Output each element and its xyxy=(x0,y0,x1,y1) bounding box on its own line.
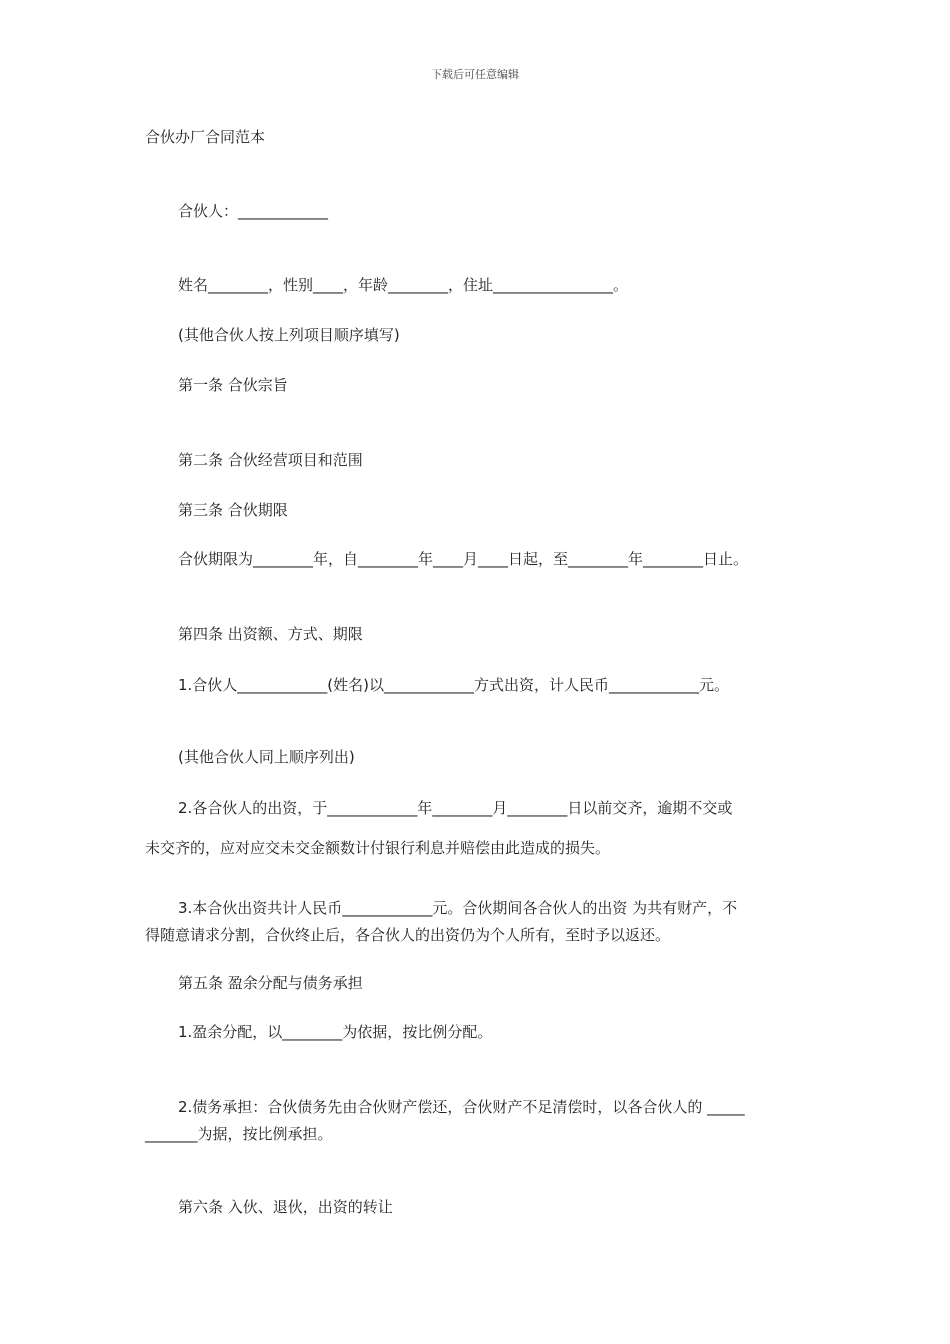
term-line: 合伙期限为________年，自________年____月____日起，至________年________日止。 xyxy=(178,550,749,568)
article-3-heading: 第三条 合伙期限 xyxy=(178,501,288,519)
partner-note: (其他合伙人按上列项目顺序填写) xyxy=(178,326,400,344)
contribution-note: (其他合伙人同上顺序列出) xyxy=(178,748,355,766)
contribution-clause-2-line-2: 未交齐的，应对应交未交金额数计付银行利息并赔偿由此造成的损失。 xyxy=(145,839,611,857)
debt-clause-line-2: _______为据，按比例承担。 xyxy=(145,1125,333,1143)
contribution-clause-3-line-2: 得随意请求分割，合伙终止后，各合伙人的出资仍为个人所有，至时予以返还。 xyxy=(145,926,671,944)
partner-info-line: 姓名________，性别____，年龄________，住址________________。 xyxy=(178,276,629,294)
article-4-heading: 第四条 出资额、方式、期限 xyxy=(178,625,363,643)
article-6-heading: 第六条 入伙、退伙，出资的转让 xyxy=(178,1198,393,1216)
debt-clause-line-1: 2.债务承担：合伙债务先由合伙财产偿还，合伙财产不足清偿时，以各合伙人的 _____ xyxy=(178,1098,745,1116)
document-title: 合伙办厂合同范本 xyxy=(145,128,266,146)
article-1-heading: 第一条 合伙宗旨 xyxy=(178,376,288,394)
page-header: 下载后可任意编辑 xyxy=(431,68,519,81)
contribution-clause-2-line-1: 2.各合伙人的出资，于____________年________月________日以前交齐，逾期不交或 xyxy=(178,799,733,817)
profit-clause: 1.盈余分配，以________为依据，按比例分配。 xyxy=(178,1023,493,1041)
article-2-heading: 第二条 合伙经营项目和范围 xyxy=(178,451,363,469)
article-5-heading: 第五条 盈余分配与债务承担 xyxy=(178,974,363,992)
partner-field-line: 合伙人：____________ xyxy=(178,202,329,220)
contribution-clause-3-line-1: 3.本合伙出资共计人民币____________元。合伙期间各合伙人的出资 为共有财产，不 xyxy=(178,899,738,917)
contribution-clause-1: 1.合伙人____________(姓名)以____________方式出资，计人民币____________元。 xyxy=(178,676,730,694)
